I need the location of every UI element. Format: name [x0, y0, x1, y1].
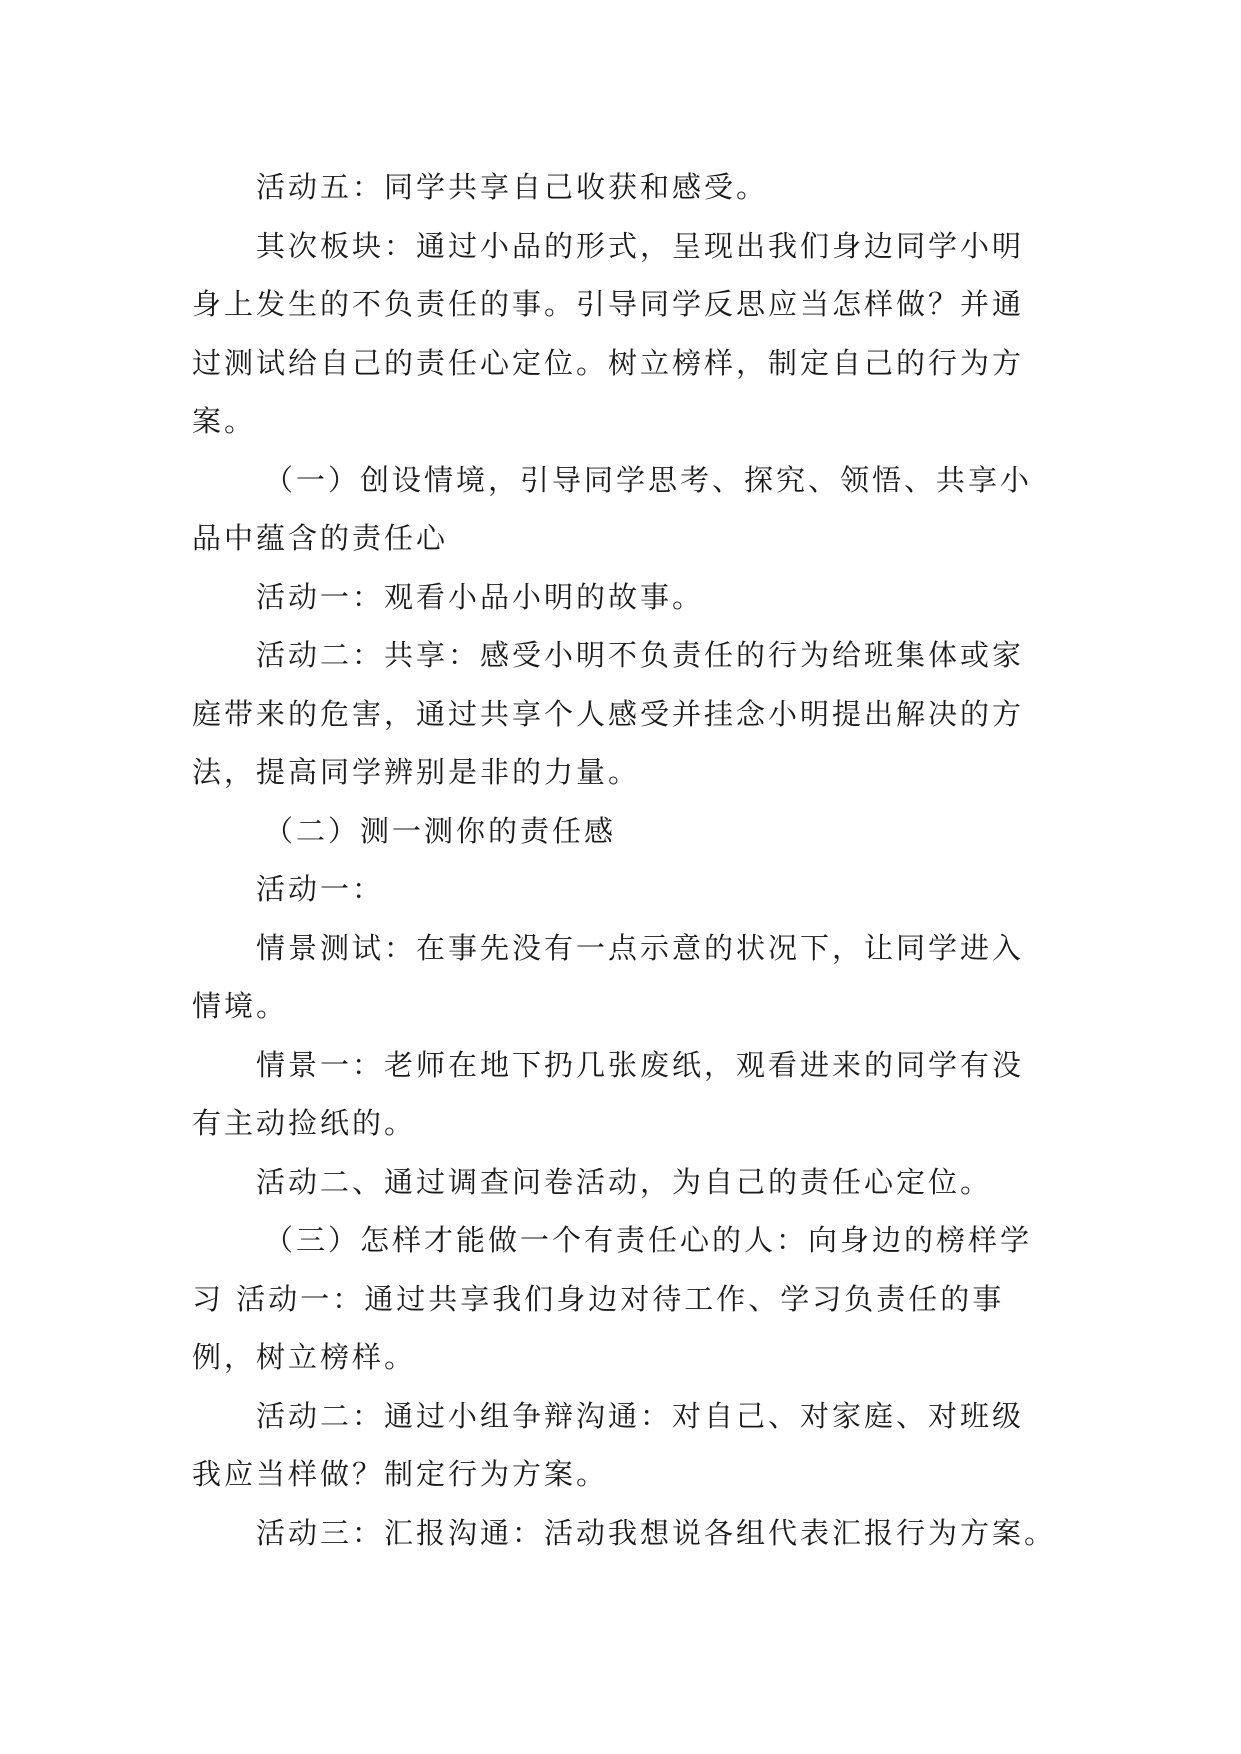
- paragraph-line: 活动一：: [256, 872, 385, 906]
- paragraph-line: 身上发生的不负责任的事。引导同学反思应当怎样做？并通: [192, 287, 1025, 321]
- paragraph-line: 情景一：老师在地下扔几张废纸，观看进来的同学有没: [256, 1047, 1025, 1082]
- paragraph-line: 其次板块：通过小品的形式，呈现出我们身边同学小明: [256, 228, 1025, 263]
- paragraph-line: 习 活动一：通过共享我们身边对待工作、学习负责任的事: [192, 1281, 1005, 1316]
- paragraph-line: 活动二、通过调查问卷活动，为自己的责任心定位。: [256, 1164, 993, 1199]
- paragraph-line: 法，提高同学辨别是非的力量。: [192, 755, 641, 789]
- section-heading-line: 品中蕴含的责任心: [192, 521, 449, 555]
- paragraph-line: 案。: [192, 404, 257, 438]
- paragraph-line: 我应当样做？制定行为方案。: [192, 1457, 609, 1491]
- paragraph-line: 活动二：共享：感受小明不负责任的行为给班集体或家: [256, 638, 1025, 672]
- section-heading-line: （一）创设情境，引导同学思考、探究、领悟、共享小: [264, 462, 1033, 497]
- paragraph-line: 情景测试：在事先没有一点示意的状况下，让同学进入: [256, 930, 1025, 965]
- paragraph-line: 有主动捡纸的。: [192, 1106, 417, 1140]
- section-heading-line: （三）怎样才能做一个有责任心的人：向身边的榜样学: [264, 1223, 1033, 1257]
- paragraph-line: 活动三：汇报沟通：活动我想说各组代表汇报行为方案。: [256, 1515, 1057, 1550]
- document-body: [192, 158, 1057, 1562]
- paragraph-line: 过测试给自己的责任心定位。树立榜样，制定自己的行为方: [192, 345, 1025, 380]
- paragraph-line: 例，树立榜样。: [192, 1340, 417, 1374]
- paragraph-line: 情境。: [192, 989, 289, 1023]
- section-heading-line: （二）测一测你的责任感: [264, 813, 617, 848]
- paragraph-line: 活动一：观看小品小明的故事。: [256, 579, 705, 614]
- paragraph-line: 活动二：通过小组争辩沟通：对自己、对家庭、对班级: [256, 1398, 1025, 1433]
- paragraph-line: 活动五：同学共享自己收获和感受。: [256, 170, 769, 204]
- paragraph-line: 庭带来的危害，通过共享个人感受并挂念小明提出解决的方: [192, 696, 1025, 731]
